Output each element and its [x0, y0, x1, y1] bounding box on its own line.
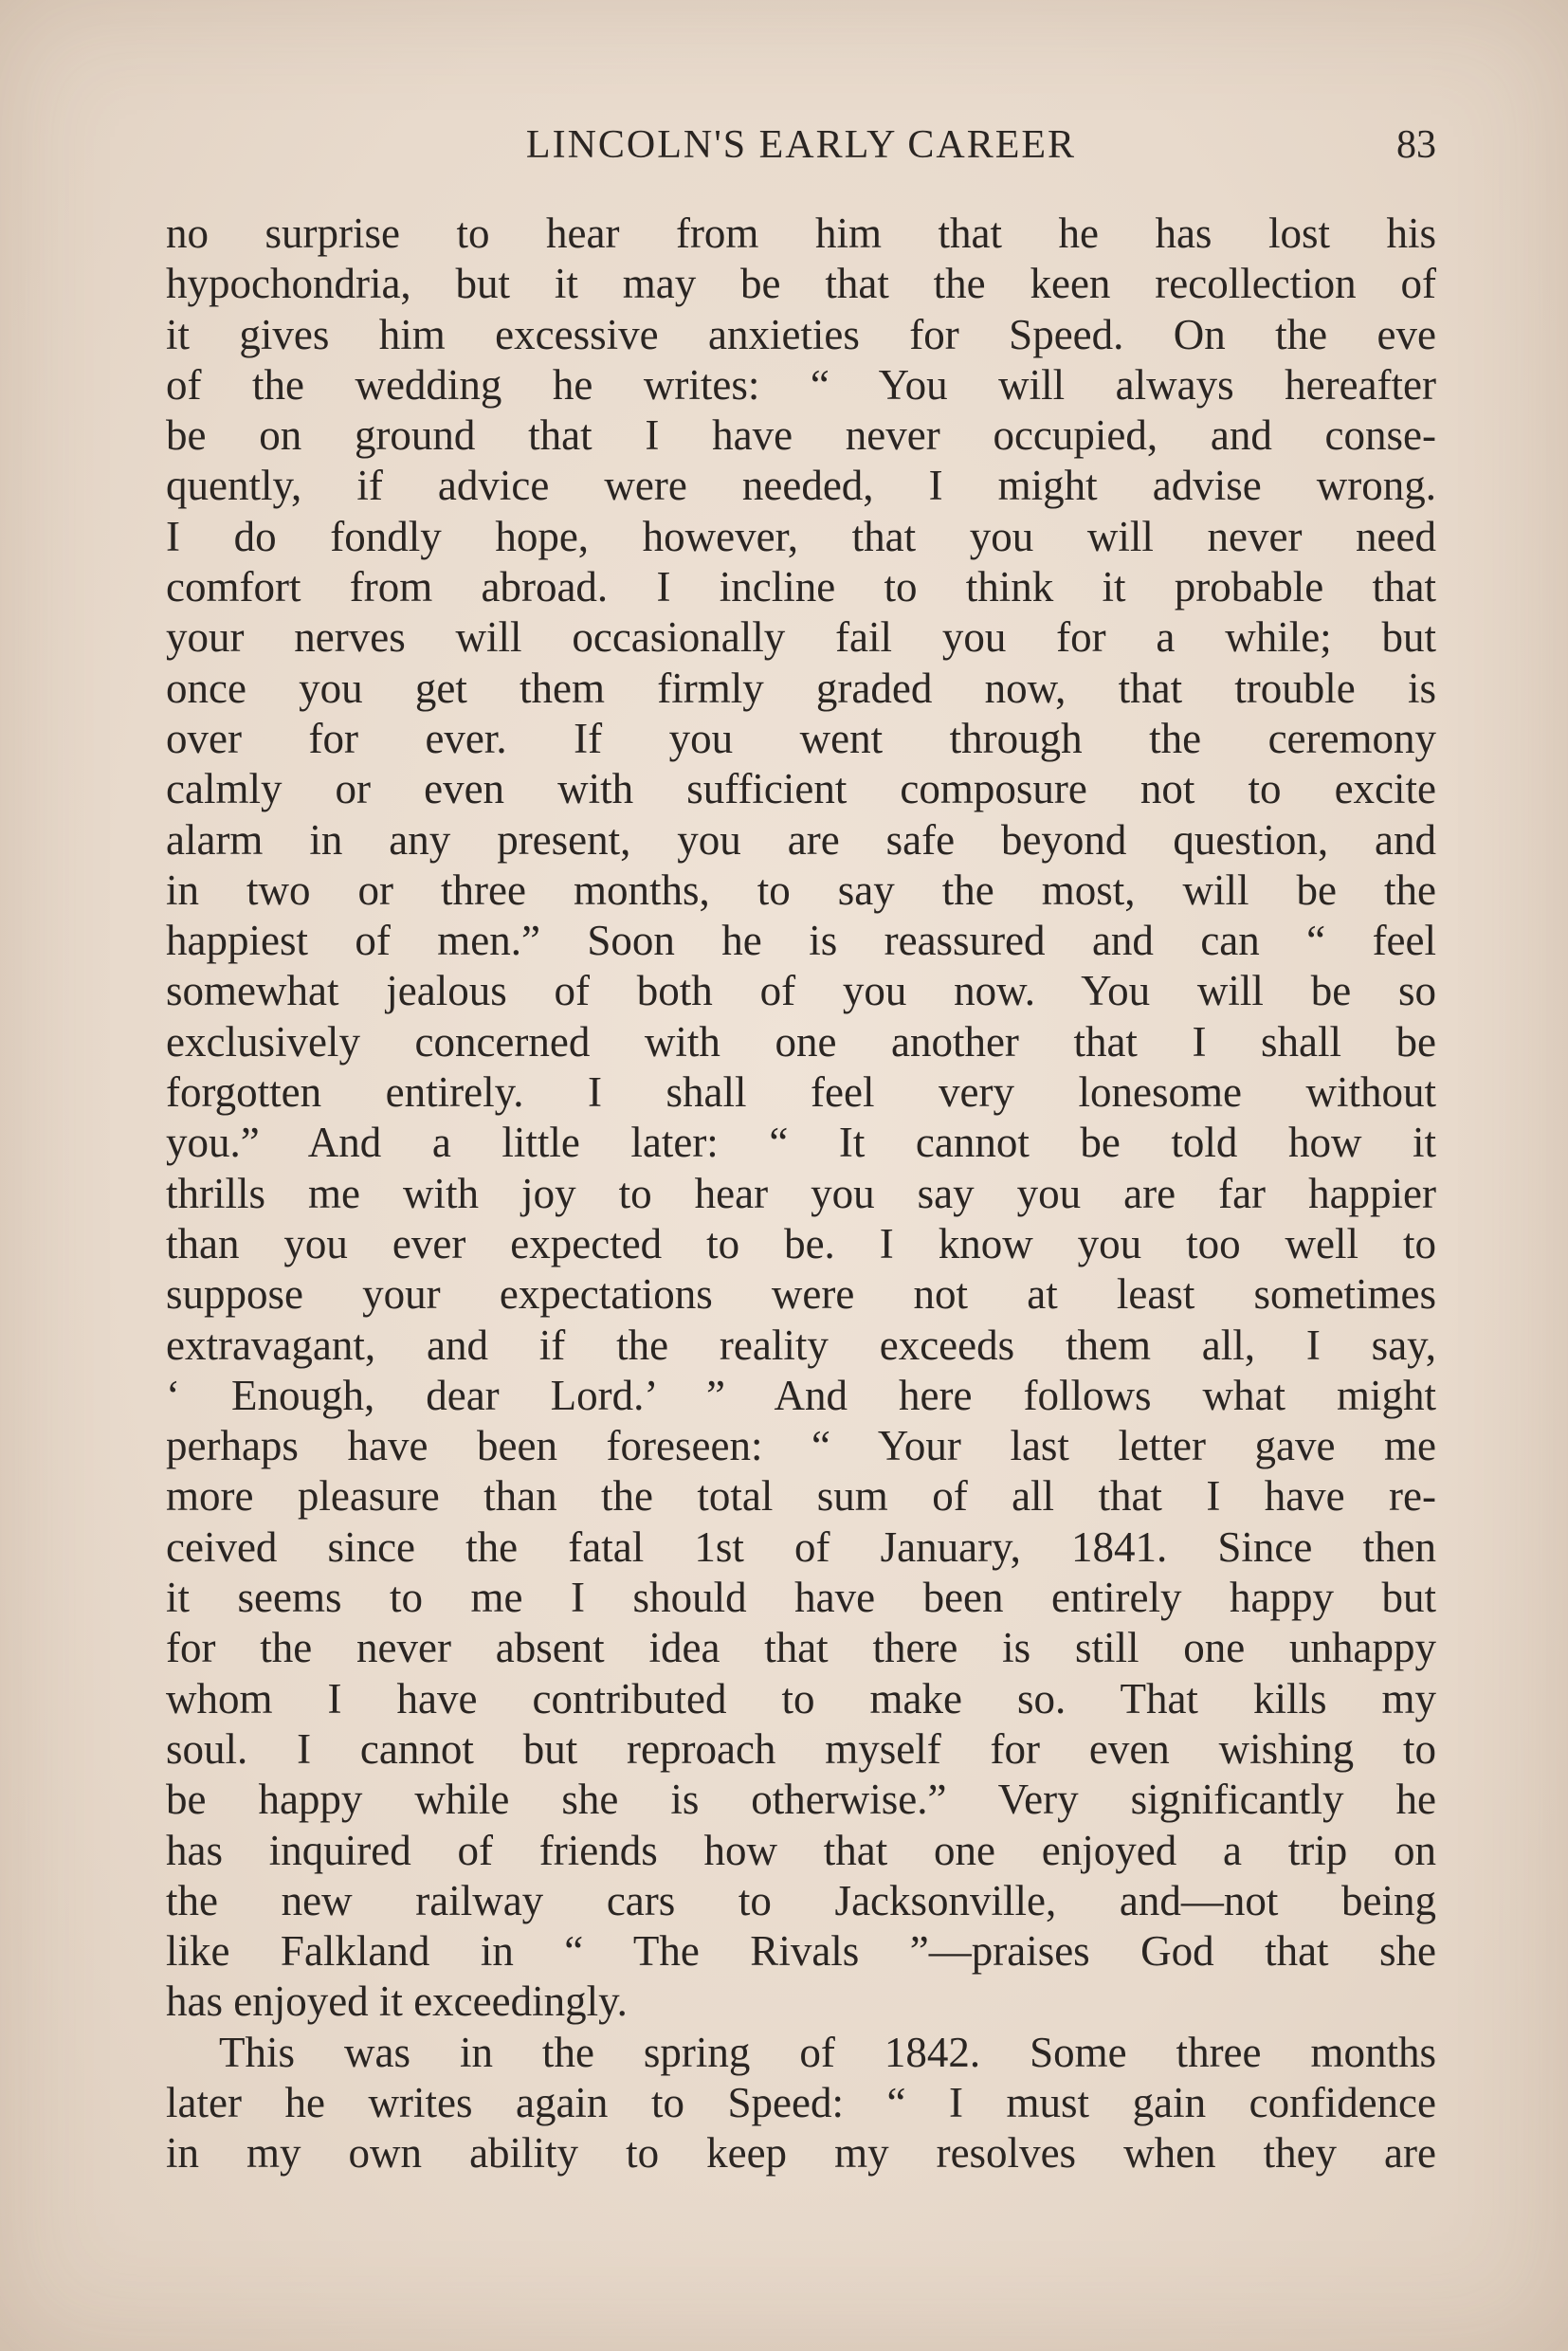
text-line: exclusively concerned with one another that I shall be [166, 1017, 1436, 1066]
text-line: has enjoyed it exceedingly. [166, 1977, 628, 2026]
text-line: in two or three months, to say the most, will be the [166, 866, 1436, 914]
text-line: ‘ Enough, dear Lord.’ ” And here follows what might [166, 1371, 1436, 1419]
text-line: This was in the spring of 1842. Some three months [219, 2028, 1436, 2076]
text-line: no surprise to hear from him that he has lost his [166, 210, 1436, 257]
text-line: suppose your expectations were not at least sometimes [166, 1270, 1436, 1319]
text-line: you.” And a little later: “ It cannot be told how it [166, 1119, 1436, 1167]
text-line: over for ever. If you went through the ceremony [166, 714, 1436, 762]
body-text [166, 209, 1436, 2179]
text-line: your nerves will occasionally fail you for a while; but [166, 613, 1436, 662]
page-number: 83 [1396, 123, 1436, 167]
text-line: comfort from abroad. I incline to think it probable that [166, 563, 1436, 611]
text-line: hypochondria, but it may be that the keen recollection of [166, 260, 1436, 308]
text-line: be on ground that I have never occupied, and conse- [166, 411, 1436, 460]
text-line: it gives him excessive anxieties for Speed. On the eve [166, 310, 1436, 358]
text-line: alarm in any present, you are safe beyond question, and [166, 815, 1436, 864]
text-line: thrills me with joy to hear you say you are far happier [166, 1169, 1436, 1217]
running-head [166, 121, 1436, 169]
text-line: calmly or even with sufficient composure not to excite [166, 765, 1436, 813]
text-line: forgotten entirely. I shall feel very lonesome without [166, 1068, 1436, 1117]
text-line: be happy while she is otherwise.” Very significantly he [166, 1776, 1436, 1824]
text-line: ceived since the fatal 1st of January, 1841. Since then [166, 1522, 1436, 1571]
text-line: the new railway cars to Jacksonville, and—not being [166, 1876, 1436, 1924]
text-line: somewhat jealous of both of you now. You will be so [166, 967, 1436, 1015]
text-line: soul. I cannot but reproach myself for even wishing to [166, 1724, 1436, 1773]
text-line: like Falkland in “ The Rivals ”—praises God that she [166, 1927, 1436, 1976]
text-line: extravagant, and if the reality exceeds them all, I say, [166, 1321, 1436, 1369]
text-line: has inquired of friends how that one enjoyed a trip on [166, 1826, 1436, 1874]
text-line: later he writes again to Speed: “ I must gain confidence [166, 2078, 1436, 2126]
text-line: it seems to me I should have been entirely happy but [166, 1574, 1436, 1622]
text-line: more pleasure than the total sum of all that I have re- [166, 1472, 1436, 1521]
running-title: LINCOLN'S EARLY CAREER [525, 123, 1077, 167]
text-line: quently, if advice were needed, I might advise wrong. [166, 462, 1436, 510]
text-line: than you ever expected to be. I know you too well to [166, 1219, 1436, 1267]
text-line: happiest of men.” Soon he is reassured and can “ feel [166, 917, 1436, 965]
text-line: I do fondly hope, however, that you will never need [166, 512, 1436, 560]
text-line: whom I have contributed to make so. That kills my [166, 1674, 1436, 1722]
text-line: perhaps have been foreseen: “ Your last letter gave me [166, 1422, 1436, 1470]
text-line: for the never absent idea that there is still one unhappy [166, 1624, 1436, 1672]
text-line: in my own ability to keep my resolves when they are [166, 2129, 1436, 2178]
text-line: of the wedding he writes: “ You will always hereafter [166, 360, 1436, 409]
text-line: once you get them firmly graded now, that trouble is [166, 664, 1436, 712]
